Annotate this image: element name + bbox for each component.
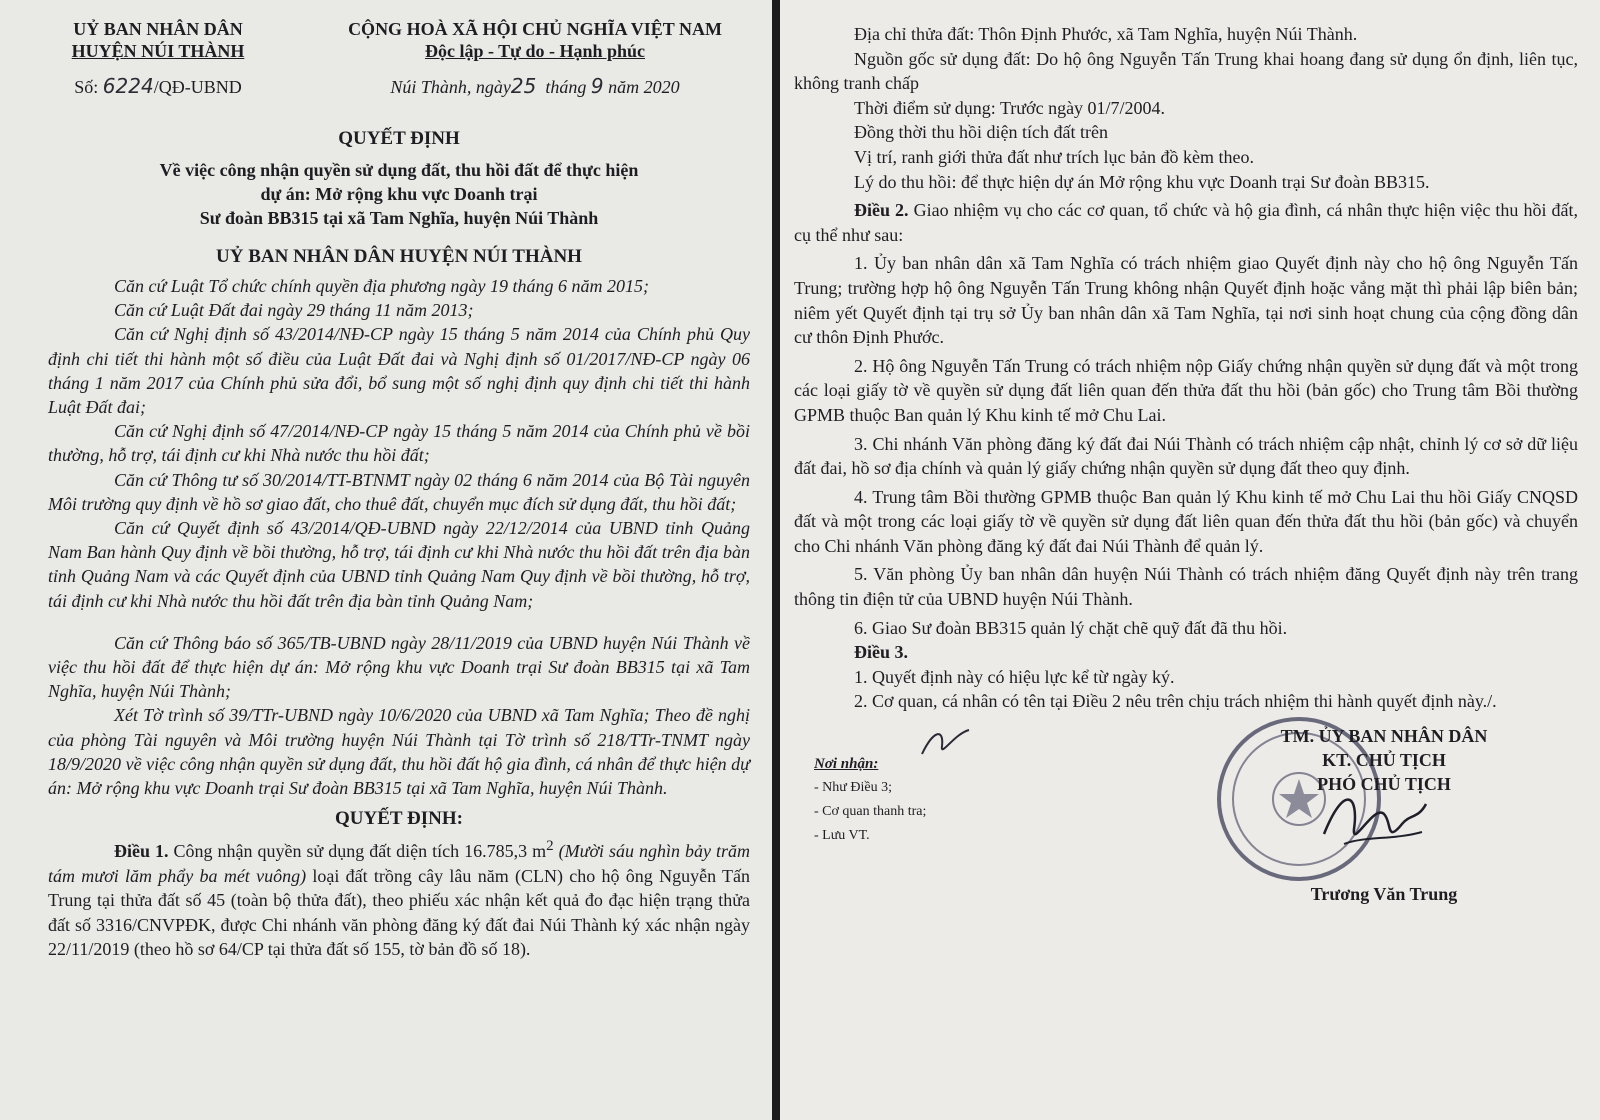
decision-date bbox=[320, 74, 750, 98]
basis-item: Căn cứ Nghị định số 43/2014/NĐ-CP ngày 15 tháng 5 năm 2014 của Chính phủ Quy định chi tiết thi hành một số điều của Luật Đất đai và Nghị định số 01/2017/NĐ-CP ngày 06 tháng 1 năm 2017 của Chính phủ sửa đổi, bổ sung một số nghị định quy định chi tiết thi hành Luật Đất đai; bbox=[48, 324, 750, 418]
legal-basis bbox=[48, 274, 750, 800]
recovery-reason: Lý do thu hồi: để thực hiện dự án Mở rộng khu vực Doanh trại Sư đoàn BB315. bbox=[854, 171, 1430, 192]
article-2-item: 3. Chi nhánh Văn phòng đăng ký đất đai Núi Thành có trách nhiệm cập nhật, chỉnh lý cơ sở dữ liệu đất đai, hồ sơ địa chính và quản lý giấy chứng nhận quyền sử dụng đất theo quy định. bbox=[794, 433, 1578, 479]
signer-name: Trương Văn Trung bbox=[1310, 884, 1458, 905]
date-day: 25 bbox=[510, 74, 537, 98]
parcel-location: Vị trí, ranh giới thửa đất như trích lục bản đồ kèm theo. bbox=[854, 146, 1254, 167]
issuing-authority: UỶ BAN NHÂN DÂN HUYỆN NÚI THÀNH bbox=[216, 246, 582, 267]
issuer-block bbox=[48, 18, 268, 62]
basis-item: Căn cứ Luật Tổ chức chính quyền địa phương ngày 19 tháng 6 năm 2015; bbox=[114, 276, 650, 296]
document-page-left bbox=[0, 0, 772, 1120]
basis-item: Căn cứ Quyết định số 43/2014/QĐ-UBND ngày 22/12/2014 của UBND tỉnh Quảng Nam Ban hành Quy định về bồi thường, hỗ trợ, tái định cư khi Nhà nước thu hồi đất trên địa bàn tỉnh Quảng Nam và các Quyết định của UBND tỉnh Quảng Nam Quy định về bồi thường, hỗ trợ, tái định cư khi Nhà nước thu hồi đất trên địa bàn tỉnh Quảng Nam; bbox=[48, 518, 750, 611]
land-origin: Nguồn gốc sử dụng đất: Do hộ ông Nguyễn Tấn Trung khai hoang đang sử dụng ổn định, liên tục, không tranh chấp bbox=[794, 48, 1578, 94]
article-2 bbox=[794, 198, 1578, 247]
sign-line: PHÓ CHỦ TỊCH bbox=[1317, 774, 1451, 795]
article-2-text: Giao nhiệm vụ cho các cơ quan, tổ chức và hộ gia đình, cá nhân thực hiện việc thu hồi đất, cụ thể như sau: bbox=[794, 200, 1579, 245]
signature-footer bbox=[794, 724, 1578, 954]
sign-line: TM. ỦY BAN NHÂN DÂN bbox=[1280, 726, 1488, 747]
recipient-item: - Cơ quan thanh tra; bbox=[814, 804, 927, 820]
recipients bbox=[814, 752, 926, 848]
recovery-note: Đồng thời thu hồi diện tích đất trên bbox=[854, 122, 1108, 143]
page-gutter bbox=[772, 0, 780, 1120]
article-2-item: 4. Trung tâm Bồi thường GPMB thuộc Ban quản lý Khu kinh tế mở Chu Lai thu hồi Giấy CNQSD đất và một trong các loại giấy tờ về quyền sử dụng đất liên quan đến thửa đất thu hồi (bản gốc) và chuyển cho Chi nhánh Văn phòng đăng ký đất đai Núi Thành để quản lý. bbox=[794, 486, 1578, 556]
issuer-line-1: UỶ BAN NHÂN DÂN bbox=[73, 19, 243, 39]
national-motto bbox=[320, 18, 750, 62]
article-3-label: Điều 3. bbox=[854, 642, 908, 663]
article-3-item: 2. Cơ quan, cá nhân có tên tại Điều 2 nêu trên chịu trách nhiệm thi hành quyết định này./. bbox=[854, 691, 1497, 712]
subtitle-line-2: dự án: Mở rộng khu vực Doanh trại bbox=[260, 184, 538, 204]
number-suffix: /QĐ-UBND bbox=[153, 77, 242, 97]
article-1-text-a: Công nhận quyền sử dụng đất diện tích 16.785,3 m bbox=[173, 841, 547, 862]
document-page-right bbox=[780, 0, 1600, 1120]
recipients-title: Nơi nhận: bbox=[814, 756, 879, 773]
article-2-item: 6. Giao Sư đoàn BB315 quản lý chặt chẽ quỹ đất đã thu hồi. bbox=[854, 617, 1288, 638]
document-header bbox=[48, 18, 750, 62]
basis-item: Căn cứ Thông báo số 365/TB-UBND ngày 28/11/2019 của UBND huyện Núi Thành về việc thu hồi đất để thực hiện dự án: Mở rộng khu vực Doanh trại Sư đoàn BB315 tại xã Tam Nghĩa, huyện Núi Thành; bbox=[48, 632, 750, 702]
recipient-item: - Lưu VT. bbox=[814, 828, 870, 844]
basis-item: Căn cứ Luật Đất đai ngày 29 tháng 11 năm 2013; bbox=[114, 300, 474, 321]
article-2-item: 1. Ủy ban nhân dân xã Tam Nghĩa có trách nhiệm giao Quyết định này cho hộ ông Nguyễn Tấn Trung; trường hợp hộ ông Nguyễn Tấn Trung không nhận Quyết định hoặc vắng mặt thì phải lập biên bản; niêm yết Quyết định tại trụ sở Ủy ban nhân dân xã Tam Nghĩa, tại nơi sinh hoạt chung của cộng đồng dân cư thôn Định Phước. bbox=[794, 253, 1578, 348]
recipient-item: - Như Điều 3; bbox=[814, 780, 892, 796]
basis-item: Căn cứ Nghị định số 47/2014/NĐ-CP ngày 15 tháng 5 năm 2014 của Chính phủ về bồi thường, hỗ trợ, tái định cư khi Nhà nước thu hồi đất; bbox=[48, 421, 750, 466]
document-title: QUYẾT ĐỊNH bbox=[338, 128, 460, 149]
article-1 bbox=[48, 834, 750, 962]
article-2-label: Điều 2. bbox=[854, 200, 909, 221]
number-prefix: Số: bbox=[74, 77, 99, 97]
number-date-line bbox=[48, 74, 750, 98]
basis-item: Xét Tờ trình số 39/TTr-UBND ngày 10/6/2020 của UBND xã Tam Nghĩa; Theo đề nghị của phòng Tài nguyên và Môi trường huyện Núi Thành tại Tờ trình số 218/TTr-TNMT ngày 18/9/2020 về việc công nhận quyền sử dụng đất, thu hồi đất hộ gia đình, cá nhân để thực hiện dự án: Mở rộng khu vực Doanh trại Sư đoàn BB315 tại xã Tam Nghĩa, huyện Núi Thành. bbox=[48, 705, 750, 799]
sign-line: KT. CHỦ TỊCH bbox=[1322, 750, 1446, 771]
article-3-item: 1. Quyết định này có hiệu lực kể từ ngày ký. bbox=[854, 666, 1175, 687]
subtitle-line-1: Về việc công nhận quyền sử dụng đất, thu hồi đất để thực hiện bbox=[159, 160, 639, 180]
date-month: 9 bbox=[590, 74, 604, 98]
article-1-label: Điều 1. bbox=[114, 841, 169, 862]
article-1-area-words: (Mười sáu nghìn bảy trăm tám mươi lăm phẩy ba mét vuông) bbox=[48, 841, 751, 886]
decision-number bbox=[48, 74, 268, 98]
date-year: năm 2020 bbox=[608, 77, 680, 97]
basis-item: Căn cứ Thông tư số 30/2014/TT-BTNMT ngày 02 tháng 6 năm 2014 của Bộ Tài nguyên Môi trường quy định về hồ sơ giao đất, cho thuê đất, chuyển mục đích sử dụng đất, thu hồi đất; bbox=[48, 469, 750, 514]
article-1-text-b: loại đất trồng cây lâu năm (CLN) cho hộ ông Nguyễn Tấn Trung tại thửa đất số 45 (toàn bộ thửa đất), theo phiếu xác nhận kết quả đo đạc hiện trạng thửa đất số 3316/CNVPĐK, được Chi nhánh văn phòng đăng ký đất đai Núi Thành ký xác nhận ngày 22/11/2019 (theo hồ sơ 64/CP tại thửa đất số 155, tờ bản đồ số 18). bbox=[48, 865, 751, 960]
subtitle-line-3: Sư đoàn BB315 tại xã Tam Nghĩa, huyện Núi Thành bbox=[199, 208, 599, 228]
country-name: CỘNG HOÀ XÃ HỘI CHỦ NGHĨA VIỆT NAM bbox=[348, 19, 722, 39]
date-month-label: tháng bbox=[545, 77, 587, 97]
article-3 bbox=[794, 640, 1578, 665]
parcel-address: Địa chỉ thửa đất: Thôn Định Phước, xã Tam Nghĩa, huyện Núi Thành. bbox=[854, 24, 1358, 44]
date-prefix: Núi Thành, ngày bbox=[390, 77, 511, 97]
motto: Độc lập - Tự do - Hạnh phúc bbox=[424, 41, 646, 61]
handwritten-signature-icon bbox=[1314, 774, 1434, 864]
decision-heading: QUYẾT ĐỊNH: bbox=[335, 808, 463, 830]
issuer-line-2: HUYỆN NÚI THÀNH bbox=[71, 41, 245, 61]
initial-mark-icon bbox=[914, 724, 974, 764]
article-2-item: 2. Hộ ông Nguyễn Tấn Trung có trách nhiệm nộp Giấy chứng nhận quyền sử dụng đất và một trong các loại giấy tờ về quyền sử dụng đất liên quan đến thửa đất thu hồi (bản gốc) cho Trung tâm Bồi thường GPMB thuộc Ban quản lý Khu kinh tế mở Chu Lai. bbox=[794, 355, 1578, 425]
number-handwritten: 6224 bbox=[102, 74, 154, 98]
document-subtitle bbox=[48, 158, 750, 230]
usage-time: Thời điểm sử dụng: Trước ngày 01/7/2004. bbox=[854, 97, 1166, 118]
article-2-item: 5. Văn phòng Ủy ban nhân dân huyện Núi Thành có trách nhiệm đăng Quyết định này trên trang thông tin điện tử của UBND huyện Núi Thành. bbox=[794, 564, 1578, 610]
area-unit-sup: 2 bbox=[546, 838, 554, 855]
